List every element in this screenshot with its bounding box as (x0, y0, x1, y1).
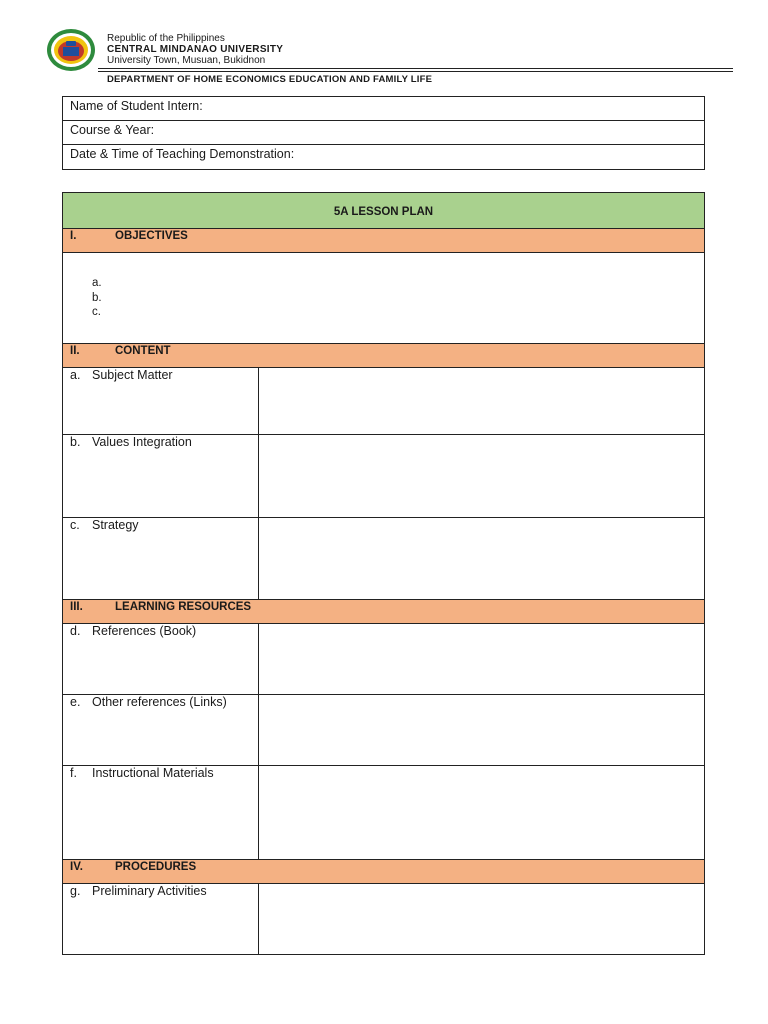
course-label: Course & Year: (70, 123, 155, 137)
row-label: Other references (Links) (92, 695, 227, 709)
row-label-cell (63, 518, 259, 599)
section-objectives (63, 229, 704, 253)
objectives-cell[interactable] (63, 253, 704, 344)
row-preliminary-activities (63, 884, 704, 954)
row-letter: f. (70, 766, 77, 780)
section-label: PROCEDURES (115, 861, 197, 873)
department-name: DEPARTMENT OF HOME ECONOMICS EDUCATION AND FAMILY LIFE (107, 74, 433, 85)
republic-text: Republic of the Philippines (107, 33, 225, 44)
plan-title: 5A LESSON PLAN (63, 193, 704, 229)
row-entry-cell[interactable] (259, 766, 704, 859)
section-procedures (63, 860, 704, 884)
row-label: Values Integration (92, 435, 192, 449)
row-label-cell (63, 695, 259, 765)
row-letter: a. (70, 368, 81, 382)
section-number: IV. (70, 861, 84, 873)
objective-item: b. (92, 291, 102, 304)
row-label-cell (63, 435, 259, 517)
university-logo (46, 27, 96, 73)
row-label: Subject Matter (92, 368, 173, 382)
section-learning-resources (63, 600, 704, 624)
name-label: Name of Student Intern: (70, 99, 203, 113)
section-number: I. (70, 230, 77, 242)
header-rule (98, 68, 733, 69)
row-strategy (63, 518, 704, 600)
row-instructional-materials (63, 766, 704, 860)
section-number: II. (70, 345, 80, 357)
name-field[interactable] (63, 97, 704, 121)
row-letter: b. (70, 435, 81, 449)
letterhead (107, 33, 283, 66)
row-letter: d. (70, 624, 81, 638)
row-entry-cell[interactable] (259, 368, 704, 434)
row-letter: g. (70, 884, 81, 898)
row-label: Strategy (92, 518, 139, 532)
section-content (63, 344, 704, 368)
row-label-cell (63, 884, 259, 954)
objective-item: a. (92, 277, 102, 289)
lesson-plan-table (62, 192, 705, 955)
date-label: Date & Time of Teaching Demonstration: (70, 147, 295, 161)
intern-info-table (62, 96, 705, 170)
course-field[interactable] (63, 121, 704, 145)
row-values-integration (63, 435, 704, 518)
row-label: Instructional Materials (92, 766, 214, 780)
row-label: References (Book) (92, 624, 197, 638)
row-entry-cell[interactable] (259, 518, 704, 599)
row-label-cell (63, 766, 259, 859)
row-references-book (63, 624, 704, 695)
row-letter: e. (70, 695, 81, 709)
row-entry-cell[interactable] (259, 884, 704, 954)
row-subject-matter (63, 368, 704, 435)
row-entry-cell[interactable] (259, 695, 704, 765)
header-rule-thin (98, 71, 733, 72)
section-label: LEARNING RESOURCES (115, 601, 252, 613)
row-label-cell (63, 368, 259, 434)
date-field[interactable] (63, 145, 704, 169)
university-name: CENTRAL MINDANAO UNIVERSITY (107, 44, 284, 55)
row-other-references (63, 695, 704, 766)
row-entry-cell[interactable] (259, 435, 704, 517)
university-address: University Town, Musuan, Bukidnon (107, 55, 266, 66)
section-label: CONTENT (115, 345, 171, 357)
row-label-cell (63, 624, 259, 694)
section-number: III. (70, 601, 83, 613)
row-label: Preliminary Activities (92, 884, 207, 898)
objective-item: c. (92, 306, 101, 318)
row-entry-cell[interactable] (259, 624, 704, 694)
section-label: OBJECTIVES (115, 230, 188, 242)
row-letter: c. (70, 518, 80, 532)
